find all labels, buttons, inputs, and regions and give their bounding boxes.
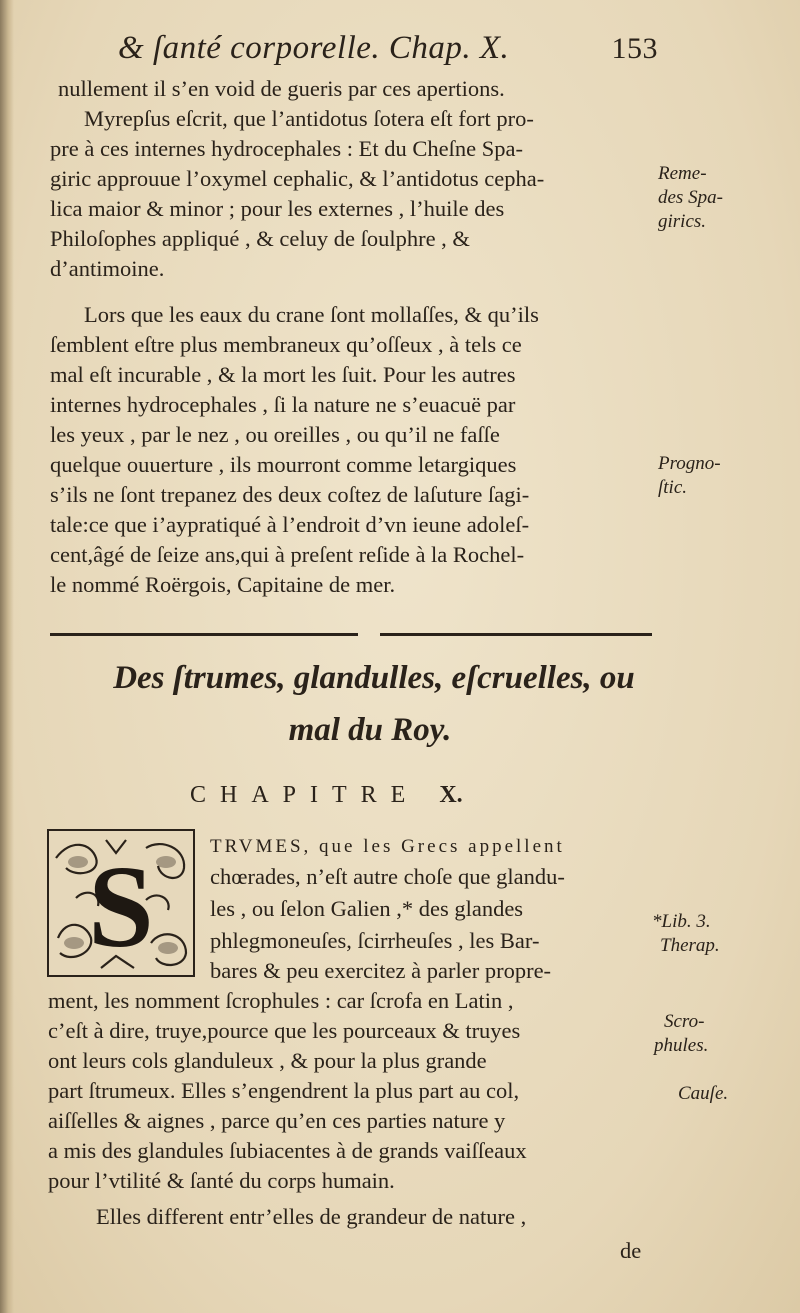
text-line: aiſſelles & aignes , parce qu’en ces parties nature y — [48, 1108, 506, 1133]
margin-note-line: ſtic. — [658, 477, 688, 498]
chapter-label: CHAPITRE — [190, 782, 420, 808]
text-line: c’eſt à dire, truye,pource que les pourceaux & truyes — [48, 1018, 521, 1043]
chapter-number: X. — [439, 782, 463, 808]
svg-text:S: S — [88, 841, 154, 972]
margin-note-line: girics. — [658, 211, 707, 232]
margin-note-line: des Spa- — [658, 187, 723, 208]
decorated-initial — [46, 828, 196, 978]
text-line: Lors que les eaux du crane ſont mollaſſes, & qu’ils — [84, 302, 539, 327]
text-line: Philoſophes appliqué , & celuy de ſoulphre , & — [50, 226, 470, 251]
text-line — [210, 830, 565, 862]
chapter-heading — [190, 782, 463, 809]
text-line: Myrepſus eſcrit, que l’antidotus ſotera eſt fort pro- — [84, 106, 534, 131]
text-line: pour l’vtilité & ſanté du corps humain. — [48, 1168, 395, 1193]
text-line: ment, les nomment ſcrophules : car ſcrofa en Latin , — [48, 988, 514, 1013]
margin-note-line: *Lib. 3. — [652, 911, 711, 932]
text-line: pre à ces internes hydrocephales : Et du Cheſne Spa- — [50, 136, 523, 161]
margin-note-line: Reme- — [658, 163, 707, 184]
margin-note-line: Scro- — [664, 1011, 705, 1032]
catchword: de — [620, 1238, 642, 1263]
text-line: le nommé Roërgois, Capitaine de mer. — [50, 572, 396, 597]
page-number: 153 — [611, 32, 658, 65]
text-line: mal eſt incurable , & la mort les ſuit. Pour les autres — [50, 362, 516, 387]
text-line: internes hydrocephales , ſi la nature ne s’euacuë par — [50, 392, 516, 417]
margin-note-scrophules — [654, 1010, 708, 1058]
text-line: nullement il s’en void de gueris par ces apertions. — [58, 76, 505, 101]
margin-note-prognostic — [658, 452, 721, 500]
margin-note-line: Progno- — [658, 453, 721, 474]
divider-rule-left — [50, 633, 358, 636]
divider-rule-right — [380, 633, 652, 636]
text-line: ſemblent eſtre plus membraneux qu’oſſeux , à tels ce — [50, 332, 522, 357]
text-line: chœrades, n’eſt autre choſe que glandu- — [210, 864, 565, 889]
text-line: a mis des glandules ſubiacentes à de grands vaiſſeaux — [48, 1138, 527, 1163]
chapter-title-line2: mal du Roy. — [288, 712, 452, 748]
text-line: tale:ce que i’aypratiqué à l’endroit d’vn ieune adoleſ- — [50, 512, 530, 537]
text-line: les yeux , par le nez , ou oreilles , ou qu’il ne faſſe — [50, 422, 500, 447]
margin-note-remedies — [658, 162, 723, 234]
text-line: cent,âgé de ſeize ans,qui à preſent reſide à la Rochel- — [50, 542, 525, 567]
text-line: d’antimoine. — [50, 256, 165, 281]
text-line: lica maior & minor ; pour les externes , l’huile des — [50, 196, 505, 221]
ornament-initial-image — [46, 828, 196, 978]
chapter-title-line1: Des ſtrumes, glandulles, eſcruelles, ou — [113, 660, 635, 696]
text-line: quelque ouuerture , ils mourront comme letargiques — [50, 452, 517, 477]
margin-note-line: phules. — [654, 1035, 709, 1056]
margin-note-cause: Cauſe. — [678, 1083, 729, 1104]
running-header — [118, 30, 658, 70]
margin-note-reference — [652, 910, 720, 958]
text-line: ont leurs cols glanduleux , & pour la plus grande — [48, 1048, 487, 1073]
text-line: bares & peu exercitez à parler propre- — [210, 958, 552, 983]
text-line: les , ou ſelon Galien ,* des glandes — [210, 896, 524, 921]
running-title: & ſanté corporelle. Chap. X. — [118, 30, 510, 66]
page-gutter — [0, 0, 14, 1313]
text-line: part ſtrumeux. Elles s’engendrent la plus part au col, — [48, 1078, 520, 1103]
text-line-content: TRVMES, que les Grecs appellent — [210, 836, 565, 857]
text-line: Elles different entr’elles de grandeur de nature , — [96, 1204, 527, 1229]
text-line: giric approuue l’oxymel cephalic, & l’antidotus cepha- — [50, 166, 545, 191]
text-line: s’ils ne ſont trepanez des deux coſtez de laſuture ſagi- — [50, 482, 530, 507]
margin-note-line: Therap. — [660, 935, 720, 956]
text-line: phlegmoneuſes, ſcirrheuſes , les Bar- — [210, 928, 540, 953]
